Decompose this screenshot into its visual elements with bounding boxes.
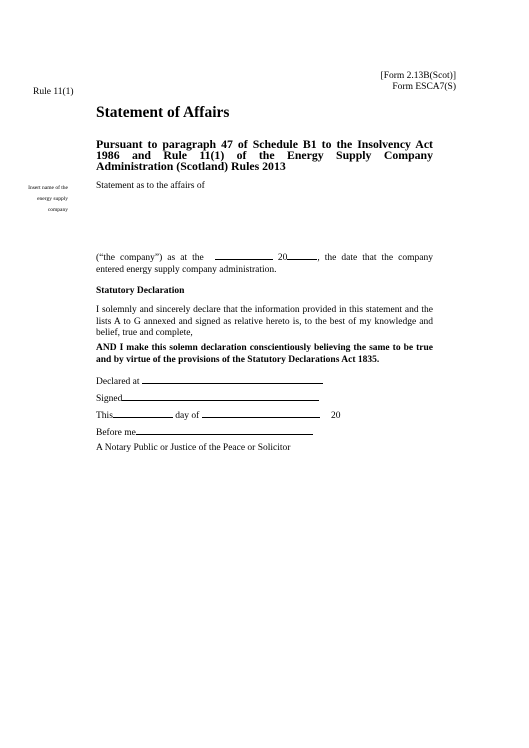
declared-at-line	[96, 374, 323, 387]
month-field[interactable]	[202, 408, 320, 418]
margin-note-line: Insert name of the	[28, 185, 68, 191]
company-line-prefix: (“the company”) as at the	[96, 253, 204, 263]
year-blank-field[interactable]	[287, 250, 317, 260]
margin-note-line: energy supply	[37, 196, 68, 202]
officer-title: A Notary Public or Justice of the Peace or Solicitor	[96, 443, 291, 453]
margin-note	[20, 183, 68, 216]
declared-at-field[interactable]	[142, 374, 323, 384]
this-label: This	[96, 411, 113, 421]
rule-reference: Rule 11(1)	[33, 87, 74, 97]
date-line	[96, 408, 341, 421]
company-date-line	[96, 250, 433, 276]
page-subtitle: Pursuant to paragraph 47 of Schedule B1 to the Insolvency Act 1986 and Rule 11(1) of the Energy Supply Company Administration (Scotland) Rules 2013	[96, 137, 433, 173]
company-line-suffix: , the date that the company entered energy supply company administration.	[96, 253, 434, 275]
before-me-field[interactable]	[136, 425, 313, 435]
form-ref-esca: Form ESCA7(S)	[392, 82, 456, 92]
before-me-line	[96, 425, 313, 438]
form-ref-scot: [Form 2.13B(Scot)]	[380, 71, 456, 81]
declared-at-label: Declared at	[96, 377, 140, 387]
day-of-label: day of	[175, 411, 200, 421]
statutory-declaration-heading: Statutory Declaration	[96, 286, 185, 296]
signed-label: Signed	[96, 394, 123, 404]
year-prefix: 20	[277, 253, 288, 263]
before-me-label: Before me	[96, 428, 136, 438]
page-title: Statement of Affairs	[96, 104, 230, 121]
signed-field[interactable]	[122, 391, 319, 401]
day-field[interactable]	[113, 408, 173, 418]
affairs-intro: Statement as to the affairs of	[96, 181, 205, 191]
year-label: 20	[331, 411, 341, 421]
solemn-declaration: AND I make this solemn declaration conscientiously believing the same to be true and by virtue of the provisions of the Statutory Declarations Act 1835.	[96, 343, 433, 365]
margin-note-line: company	[47, 207, 68, 213]
form-reference	[381, 71, 456, 93]
date-blank-field[interactable]	[215, 250, 273, 260]
signed-line	[96, 391, 319, 404]
declaration-paragraph: I solemnly and sincerely declare that the information provided in this statement and the lists A to G annexed and signed as relative hereto is, to the best of my knowledge and belief, true and complete,	[96, 305, 433, 338]
